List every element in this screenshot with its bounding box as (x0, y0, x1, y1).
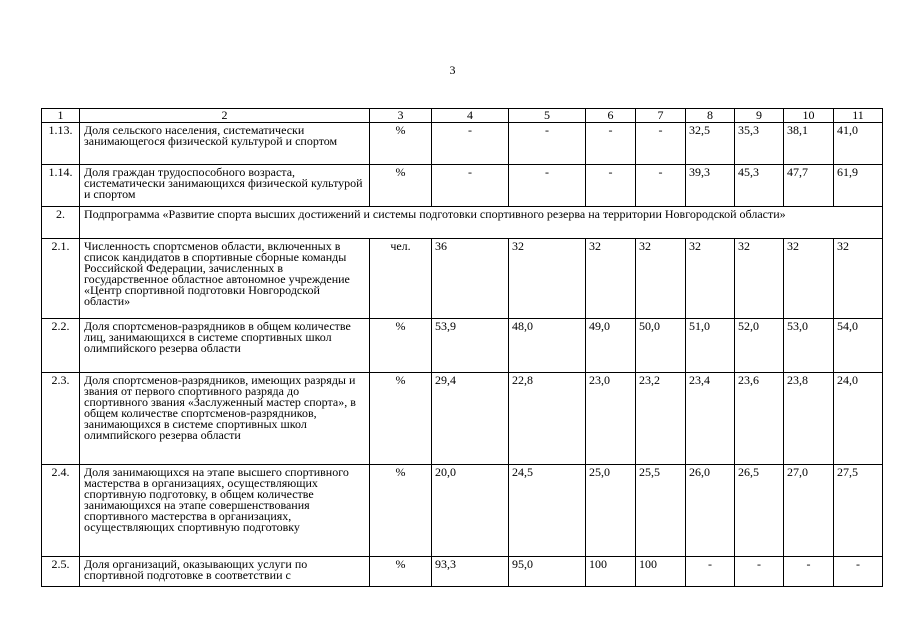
row-number: 2.1. (42, 239, 80, 319)
row-number: 2.2. (42, 319, 80, 373)
value-cell: 25,5 (636, 465, 686, 557)
header-cell: 5 (509, 109, 586, 123)
value-cell: 24,0 (834, 373, 883, 465)
value-cell: - (784, 557, 834, 587)
value-cell: 32 (735, 239, 784, 319)
value-cell: 54,0 (834, 319, 883, 373)
value-cell: - (509, 123, 586, 165)
indicators-table (41, 108, 883, 587)
unit-cell: % (370, 373, 432, 465)
unit-cell: % (370, 123, 432, 165)
value-cell: 23,2 (636, 373, 686, 465)
value-cell: 45,3 (735, 165, 784, 207)
value-cell: 24,5 (509, 465, 586, 557)
unit-cell: % (370, 319, 432, 373)
subprogram-title: Подпрограмма «Развитие спорта высших достижений и системы подготовки спортивного резерва на территории Новгородской области» (80, 207, 883, 239)
unit-cell: чел. (370, 239, 432, 319)
indicator-name: Доля сельского населения, систематически занимающегося физической культурой и спортом (80, 123, 370, 165)
value-cell: 23,4 (686, 373, 735, 465)
value-cell: - (686, 557, 735, 587)
row-number: 2.5. (42, 557, 80, 587)
table-body (42, 109, 883, 587)
value-cell: 36 (432, 239, 509, 319)
table-row (42, 557, 883, 587)
value-cell: 53,0 (784, 319, 834, 373)
table-row (42, 373, 883, 465)
value-cell: 47,7 (784, 165, 834, 207)
header-cell: 10 (784, 109, 834, 123)
value-cell: 32 (784, 239, 834, 319)
header-cell: 9 (735, 109, 784, 123)
value-cell: 26,5 (735, 465, 784, 557)
value-cell: 52,0 (735, 319, 784, 373)
row-number: 2. (42, 207, 80, 239)
unit-cell: % (370, 165, 432, 207)
header-cell: 8 (686, 109, 735, 123)
header-cell: 2 (80, 109, 370, 123)
table-row (42, 465, 883, 557)
table-row (42, 165, 883, 207)
table-row (42, 319, 883, 373)
value-cell: 93,3 (432, 557, 509, 587)
value-cell: 32 (636, 239, 686, 319)
value-cell: 32 (686, 239, 735, 319)
unit-cell: % (370, 465, 432, 557)
value-cell: 32 (586, 239, 636, 319)
value-cell: 53,9 (432, 319, 509, 373)
value-cell: - (509, 165, 586, 207)
indicator-name: Доля граждан трудоспособного возраста, систематически занимающихся физической культурой и спортом (80, 165, 370, 207)
value-cell: 23,0 (586, 373, 636, 465)
value-cell: 22,8 (509, 373, 586, 465)
value-cell: - (432, 123, 509, 165)
header-cell: 6 (586, 109, 636, 123)
value-cell: 27,5 (834, 465, 883, 557)
value-cell: - (586, 123, 636, 165)
indicator-name: Численность спортсменов области, включенных в список кандидатов в спортивные сборные команды Российской Федерации, зачисленных в государственное областное автономное учреждение «Центр спортивной подготовки Новгородской области» (80, 239, 370, 319)
value-cell: - (636, 165, 686, 207)
value-cell: 100 (636, 557, 686, 587)
page-number: 3 (449, 63, 456, 77)
value-cell: 23,6 (735, 373, 784, 465)
value-cell: 50,0 (636, 319, 686, 373)
indicator-name: Доля спортсменов-разрядников в общем количестве лиц, занимающихся в системе спортивных школ олимпийского резерва области (80, 319, 370, 373)
header-cell: 4 (432, 109, 509, 123)
value-cell: 39,3 (686, 165, 735, 207)
value-cell: - (432, 165, 509, 207)
value-cell: 49,0 (586, 319, 636, 373)
header-cell: 3 (370, 109, 432, 123)
value-cell: 32 (834, 239, 883, 319)
value-cell: - (586, 165, 636, 207)
value-cell: 20,0 (432, 465, 509, 557)
value-cell: 100 (586, 557, 636, 587)
row-number: 2.3. (42, 373, 80, 465)
indicator-name: Доля спортсменов-разрядников, имеющих разряды и звания от первого спортивного разряда до спортивного звания «Заслуженный мастер спорта», в общем количестве спортсменов-разрядников, занимающихся в системе спортивных школ олимпийского резерва области (80, 373, 370, 465)
indicator-name: Доля организаций, оказывающих услуги по спортивной подготовке в соответствии с (80, 557, 370, 587)
header-cell: 11 (834, 109, 883, 123)
value-cell: 26,0 (686, 465, 735, 557)
table-row (42, 239, 883, 319)
value-cell: - (834, 557, 883, 587)
indicator-name: Доля занимающихся на этапе высшего спортивного мастерства в организациях, осуществляющих спортивную подготовку, в общем количестве занимающихся на этапе совершенствования спортивного мастерства в организациях, осуществляющих спортивную подготовку (80, 465, 370, 557)
value-cell: 95,0 (509, 557, 586, 587)
value-cell: 48,0 (509, 319, 586, 373)
value-cell: - (735, 557, 784, 587)
value-cell: 35,3 (735, 123, 784, 165)
row-number: 2.4. (42, 465, 80, 557)
subprogram-row (42, 207, 883, 239)
value-cell: 38,1 (784, 123, 834, 165)
header-cell: 7 (636, 109, 686, 123)
value-cell: 32 (509, 239, 586, 319)
value-cell: 41,0 (834, 123, 883, 165)
header-cell: 1 (42, 109, 80, 123)
row-number: 1.13. (42, 123, 80, 165)
value-cell: 32,5 (686, 123, 735, 165)
value-cell: - (636, 123, 686, 165)
value-cell: 29,4 (432, 373, 509, 465)
value-cell: 25,0 (586, 465, 636, 557)
header-row (42, 109, 883, 123)
unit-cell: % (370, 557, 432, 587)
value-cell: 23,8 (784, 373, 834, 465)
value-cell: 61,9 (834, 165, 883, 207)
table-row (42, 123, 883, 165)
value-cell: 27,0 (784, 465, 834, 557)
row-number: 1.14. (42, 165, 80, 207)
value-cell: 51,0 (686, 319, 735, 373)
